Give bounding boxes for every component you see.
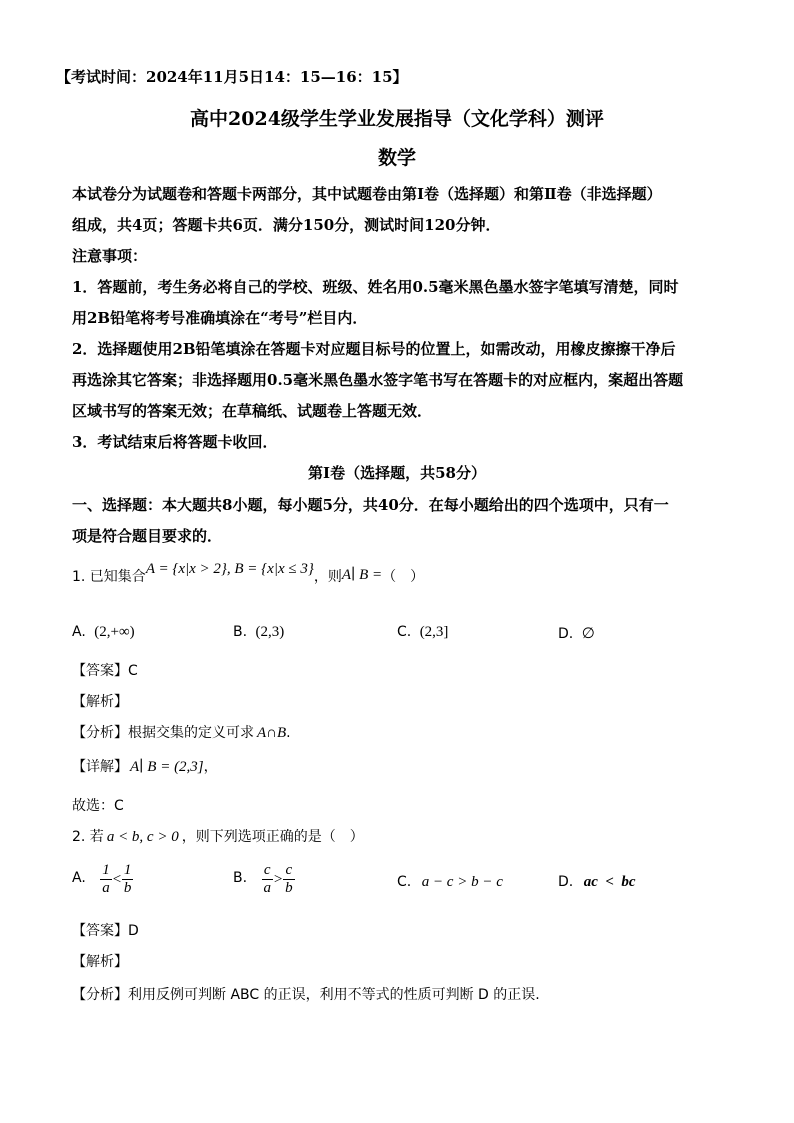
note-1-line-1: 1．答题前，考生务必将自己的学校、班级、姓名用0.5毫米黑色墨水签字笔填写清楚，同时 <box>72 278 679 296</box>
frac-numerator: c <box>283 862 295 880</box>
section-1-instr-line-2: 项是符合题目要求的． <box>72 527 223 545</box>
q2-answer-tag: 【答案】 <box>72 923 128 939</box>
q2-option-b-frac-left <box>262 862 274 897</box>
frac-numerator: c <box>262 862 274 880</box>
intro-line-1: 本试卷分为试题卷和答题卡两部分，其中试题卷由第Ⅰ卷（选择题）和第Ⅱ卷（非选择题） <box>72 185 662 203</box>
q1-xiangjie-expr: A∣ B = (2,3] <box>130 759 204 775</box>
q1-option-a-label: A. <box>72 624 86 640</box>
q2-option-b-label: B. <box>233 869 248 886</box>
q2-option-a-relation: < <box>111 871 122 888</box>
q1-answer-tag: 【答案】 <box>72 663 128 679</box>
q1-xiangjie-tag: 【详解】 <box>72 759 128 775</box>
q2-answer <box>72 920 139 940</box>
q1-option-b <box>233 624 284 641</box>
section-1-heading: 第Ⅰ卷（选择题，共58分） <box>308 464 486 482</box>
q2-suffix: ，则下列选项正确的是（ ） <box>181 829 364 845</box>
q2-option-b <box>233 862 295 897</box>
frac-denominator: a <box>102 880 110 896</box>
page-title: 高中2024级学生学业发展指导（文化学科）测评 <box>190 108 604 130</box>
q1-prefix: 1. 已知集合 <box>72 569 146 585</box>
q1-option-c <box>397 624 448 641</box>
note-2-line-3: 区域书写的答案无效；在草稿纸、试题卷上答题无效． <box>72 402 433 420</box>
note-1-line-2: 用2B铅笔将考号准确填涂在“考号”栏目内． <box>72 309 368 327</box>
frac-denominator: b <box>123 880 132 896</box>
q2-option-a <box>72 862 133 897</box>
frac-denominator: a <box>263 880 272 896</box>
intro-line-2: 组成，共4页；答题卡共6页．满分150分，测试时间120分钟． <box>72 216 501 234</box>
section-1-instr-line-1: 一、选择题：本大题共8小题，每小题5分，共40分．在每小题给出的四个选项中，只有一 <box>72 496 669 514</box>
q2-option-c-label: C. <box>397 874 412 890</box>
q1-expr: A∣ B = <box>341 567 383 583</box>
q1-answer <box>72 660 138 680</box>
notes-heading: 注意事项： <box>72 247 148 265</box>
note-3: 3．考试结束后将答题卡收回． <box>72 433 278 451</box>
q1-xiangjie-end: ， <box>203 759 218 775</box>
subject-title: 数学 <box>377 147 416 169</box>
q2-option-b-frac-right <box>283 862 295 897</box>
q2-option-a-frac-left <box>100 862 112 897</box>
note-2-line-1: 2．选择题使用2B铅笔填涂在答题卡对应题目标号的位置上，如需改动，用橡皮擦擦干净后 <box>72 340 676 358</box>
q2-option-a-label: A. <box>72 869 86 886</box>
q2-option-c-value: a − c > b − c <box>421 874 503 890</box>
q2-fenxi-text: 利用反例可判断 ABC 的正误，利用不等式的性质可判断 D 的正误. <box>128 987 540 1003</box>
q1-fenxi-end: . <box>286 725 291 741</box>
question-2 <box>72 826 364 846</box>
q2-fenxi <box>72 984 540 1004</box>
q2-analysis-tag: 【解析】 <box>72 954 128 970</box>
question-1 <box>72 561 425 586</box>
note-2-line-2: 再选涂其它答案；非选择题用0.5毫米黑色墨水签字笔书写在答题卡的对应框内，案超出答题 <box>72 371 684 389</box>
q1-fenxi-expr: A∩B <box>257 725 287 741</box>
q1-suffix: ，则 <box>313 569 342 585</box>
q2-fenxi-tag: 【分析】 <box>72 987 128 1003</box>
q1-option-b-value: (2,3) <box>255 624 285 640</box>
q1-answer-value: C <box>128 663 138 679</box>
q1-option-c-label: C. <box>397 624 412 640</box>
q2-answer-value: D <box>128 923 139 939</box>
q1-option-d-label: D. <box>558 626 574 642</box>
q1-option-c-value: (2,3] <box>419 624 449 640</box>
q1-option-a <box>72 624 135 641</box>
frac-numerator: 1 <box>123 862 132 878</box>
q1-option-a-value: (2,+∞) <box>94 624 135 640</box>
q1-option-b-label: B. <box>233 624 248 640</box>
q2-condition: a < b, c > 0 <box>106 829 179 845</box>
q1-fenxi <box>72 722 291 742</box>
q2-prefix: 2. 若 <box>72 829 104 845</box>
q1-paren: （ ） <box>382 569 425 585</box>
q1-analysis-tag: 【解析】 <box>72 694 128 710</box>
q2-option-a-frac-right <box>122 862 134 897</box>
exam-time: 【考试时间：2024年11月5日14：15—16：15】 <box>56 68 408 86</box>
q1-xiangjie <box>72 756 218 776</box>
q1-sets: A = {x|x > 2}, B = {x|x ≤ 3} <box>145 561 314 577</box>
q1-option-d-value: ∅ <box>581 626 595 642</box>
q2-option-b-relation: > <box>273 871 284 888</box>
q2-option-d <box>558 874 636 891</box>
q1-choose: 故选：C <box>72 798 124 814</box>
q2-option-d-label: D. <box>558 874 574 890</box>
q2-option-c <box>397 874 503 891</box>
q1-fenxi-text: 根据交集的定义可求 <box>128 725 254 741</box>
frac-numerator: 1 <box>102 862 110 878</box>
q2-option-d-value: ac < bc <box>583 874 636 890</box>
frac-denominator: b <box>285 880 293 896</box>
q1-fenxi-tag: 【分析】 <box>72 725 128 741</box>
q1-option-d <box>558 624 595 643</box>
